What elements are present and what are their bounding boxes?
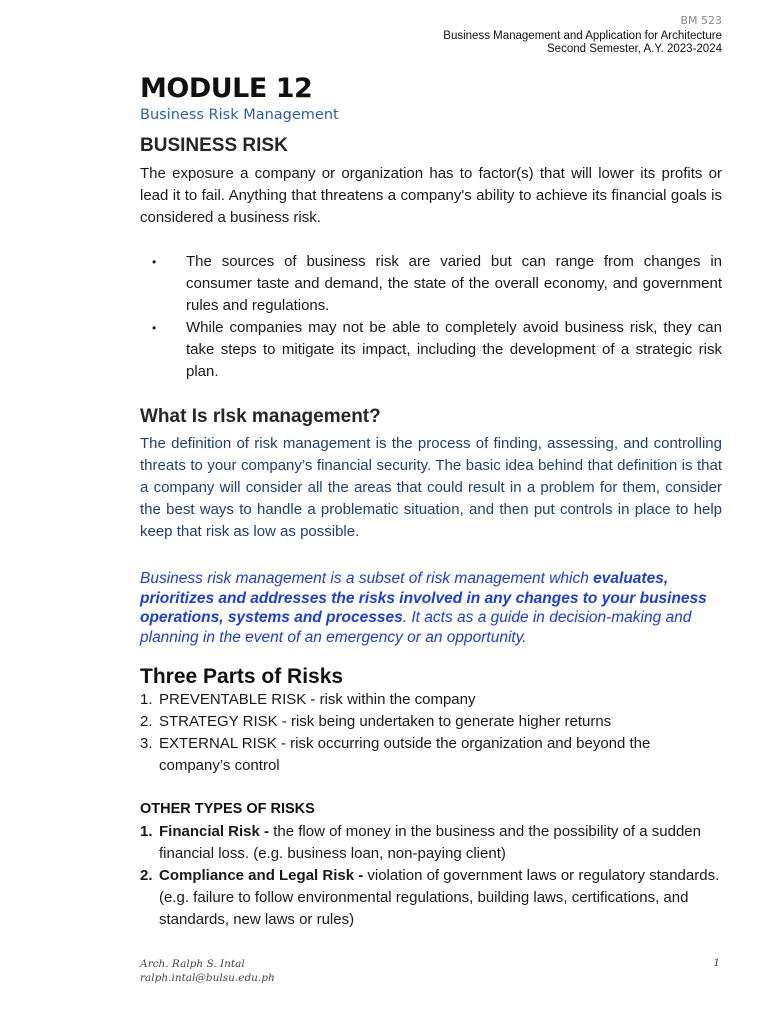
item-term: Financial Risk -: [159, 823, 270, 840]
module-subtitle: Business Risk Management: [140, 107, 339, 123]
list-item: [140, 865, 722, 931]
list-item: [140, 821, 722, 865]
list-item: [140, 689, 722, 711]
list-item: [140, 251, 722, 317]
business-risk-bullets: [140, 251, 722, 383]
item-term: Compliance and Legal Risk -: [159, 867, 364, 884]
bullet-icon: •: [152, 321, 157, 335]
bullet-icon: •: [152, 255, 157, 269]
item-number: 2.: [140, 867, 153, 884]
course-header: [443, 30, 722, 56]
note-text-start: Business risk management is a subset of risk management which: [140, 570, 594, 587]
item-text: PREVENTABLE RISK - risk within the company: [159, 691, 476, 708]
main-content: [140, 72, 722, 931]
module-title: MODULE 12: [140, 73, 313, 104]
note-text-emphasis: evaluates, prioritizes and addresses the risks involved in any changes to your business operations, systems and processes: [140, 570, 707, 626]
item-number: 1.: [140, 823, 153, 840]
three-parts-list: [140, 689, 722, 777]
footer-author-block: [140, 957, 275, 985]
item-text: STRATEGY RISK - risk being undertaken to generate higher returns: [159, 713, 612, 730]
item-number: 1.: [140, 691, 153, 708]
author-email: ralph.intal@bulsu.edu.ph: [140, 972, 275, 984]
business-risk-management-note: [140, 569, 722, 647]
item-text: EXTERNAL RISK - risk occurring outside the organization and beyond the company’s control: [159, 735, 651, 774]
list-item: [140, 317, 722, 383]
course-code: BM 523: [680, 14, 722, 27]
semester-label: Second Semester, A.Y. 2023-2024: [547, 43, 722, 55]
business-risk-heading: BUSINESS RISK: [140, 135, 288, 156]
item-number: 3.: [140, 735, 153, 752]
business-risk-paragraph: The exposure a company or organization has to factor(s) that will lower its profits or lead it to fail. Anything that threatens a company's ability to achieve its financial goals is considered a business risk.: [140, 165, 722, 226]
list-item: [140, 711, 722, 733]
course-title: Business Management and Application for Architecture: [443, 30, 722, 42]
author-name: Arch. Ralph S. Intal: [140, 958, 245, 970]
item-text: the flow of money in the business and the possibility of a sudden financial loss. (e.g. business loan, non-paying client): [159, 823, 701, 862]
three-parts-heading: Three Parts of Risks: [140, 665, 344, 688]
risk-management-definition: The definition of risk management is the process of finding, assessing, and controlling threats to your company’s financial security. The basic idea behind that definition is that a company will consider all the areas that could result in a problem for them, consider the best ways to handle a problematic situation, and then put controls in place to help keep that risk as low as possible.: [140, 435, 722, 540]
other-types-list: [140, 821, 722, 931]
other-types-heading: OTHER TYPES OF RISKS: [140, 801, 315, 817]
item-number: 2.: [140, 713, 153, 730]
risk-management-heading: What Is rIsk management?: [140, 406, 381, 427]
bullet-text: While companies may not be able to completely avoid business risk, they can take steps to mitigate its impact, including the development of a strategic risk plan.: [186, 319, 722, 380]
item-text: violation of government laws or regulatory standards. (e.g. failure to follow environmental regulations, building laws, certifications, and standards, new laws or rules): [159, 867, 720, 928]
list-item: [140, 733, 722, 777]
bullet-text: The sources of business risk are varied but can range from changes in consumer taste and demand, the state of the overall economy, and government rules and regulations.: [186, 253, 722, 314]
page-number: 1: [713, 957, 720, 969]
note-text-end: . It acts as a guide in decision-making and planning in the event of an emergency or an opportunity.: [140, 609, 692, 646]
